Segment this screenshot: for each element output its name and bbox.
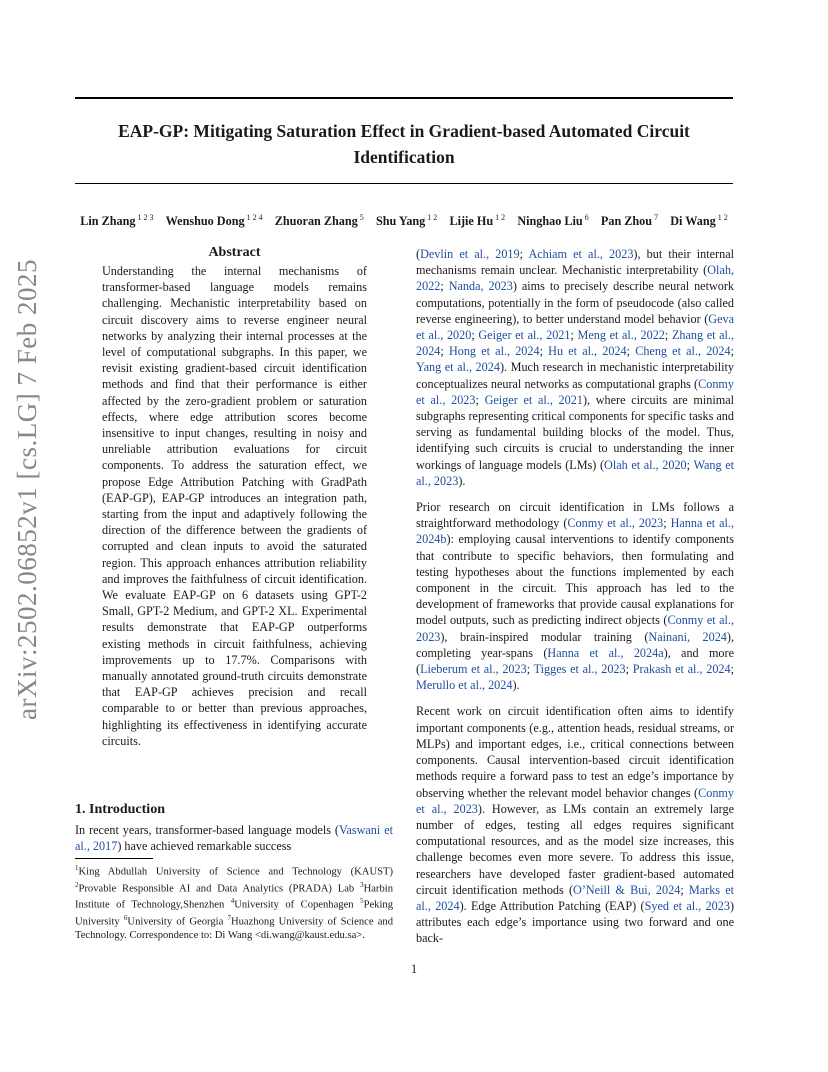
- citation-link[interactable]: O’Neill & Bui, 2024: [573, 882, 681, 897]
- author: [601, 214, 658, 228]
- affiliation-text: Peking University: [75, 900, 393, 928]
- arxiv-stamp: arXiv:2502.06852v1 [cs.LG] 7 Feb 2025: [12, 259, 42, 720]
- citation-link[interactable]: Cheng et al., 2024: [635, 344, 731, 359]
- affiliation-marker: 4: [230, 897, 235, 906]
- affiliation-text: University of Georgia: [127, 916, 228, 928]
- author-name: Di Wang: [670, 214, 716, 229]
- citation-link[interactable]: Olah et al., 2020: [604, 457, 687, 472]
- body-text: Prior research on circuit identification in LMs follows a straightforward methodology (: [416, 500, 734, 531]
- right-paragraph-1: [416, 246, 734, 489]
- citation-link[interactable]: Meng et al., 2022: [577, 328, 665, 343]
- affiliation-text: Harbin Institute of Technology,Shenzhen: [75, 883, 393, 911]
- right-paragraph-2: [416, 499, 734, 693]
- body-text: ): employing causal interventions to identify components that contribute to specific behaviors, then formulating and testing hypotheses about the functions implemented by each component in the circuit. This approach has led to the development of frameworks that provide causal explanations for model outputs, such as predicting indirect objects (: [416, 532, 734, 628]
- citation-link[interactable]: Syed et al., 2023: [644, 898, 730, 913]
- body-text: ;: [570, 328, 578, 343]
- author-affiliation: 7: [652, 213, 659, 222]
- citation-link[interactable]: Geva et al., 2020: [416, 311, 734, 343]
- citation-link[interactable]: Hanna et al., 2024a: [547, 645, 664, 660]
- paper-title: EAP-GP: Mitigating Saturation Effect in Gradient-based Automated Circuit Identification: [118, 121, 690, 167]
- author: [449, 214, 505, 228]
- body-text: ), and more (: [416, 645, 734, 677]
- author: [80, 214, 153, 228]
- author: [376, 214, 437, 228]
- author-affiliation: 1 2: [715, 213, 728, 222]
- intro-text-end: ) have achieved remarkable success: [117, 839, 292, 854]
- citation-link[interactable]: Tigges et al., 2023: [533, 662, 626, 677]
- introduction-heading: 1. Introduction: [75, 802, 165, 817]
- affiliation-marker: 3: [360, 880, 364, 889]
- citation-link[interactable]: Zhang et al., 2024: [416, 328, 735, 359]
- author-name: Zhuoran Zhang: [274, 214, 358, 229]
- citation-link[interactable]: Conmy et al., 2023: [416, 376, 734, 407]
- body-text: ;: [440, 344, 449, 359]
- citation-link[interactable]: Devlin et al., 2019: [420, 247, 520, 261]
- author-name: Lijie Hu: [449, 214, 494, 229]
- affiliation-marker: 5: [360, 897, 364, 906]
- citation-link[interactable]: Hong et al., 2024: [448, 344, 540, 359]
- author-name: Wenshuo Dong: [165, 214, 245, 229]
- body-text: ;: [471, 328, 479, 343]
- author-list: [75, 209, 733, 230]
- citation-link[interactable]: Merullo et al., 2024: [416, 678, 513, 693]
- author-affiliation: 6: [582, 213, 589, 222]
- body-text: Recent work on circuit identification often aims to identify important components (e.g., attention heads, residual streams, or MLPs) and important edges, i.e., critical connections between components. Causal intervention-based circuit identification methods require a forward pass to test an edge’s importance by observing whether the relevant model behavior changes (: [416, 704, 734, 800]
- affiliation-marker: 1: [75, 864, 79, 872]
- body-text: ;: [686, 457, 694, 472]
- author: [670, 214, 728, 228]
- affiliation-text: King Abdullah University of Science and Technology (KAUST): [78, 866, 393, 878]
- author-name: Lin Zhang: [80, 214, 136, 229]
- body-text: ;: [526, 662, 534, 677]
- affiliation-marker: 6: [123, 914, 128, 923]
- author-affiliation: 1 2: [493, 213, 506, 222]
- body-text: ;: [730, 344, 734, 359]
- body-text: ;: [680, 882, 689, 897]
- body-text: ), brain-inspired modular training (: [440, 629, 649, 644]
- author-affiliation: 1 2 3: [135, 213, 154, 222]
- body-text: ) aims to precisely describe neural network computations, potentially in the form of pseudocode (also called reverse engineering), to better understand model behavior (: [416, 279, 735, 326]
- title-bottom-rule: [75, 183, 733, 184]
- citation-link[interactable]: Prakash et al., 2024: [632, 662, 731, 677]
- author-affiliation: 1 2: [425, 213, 438, 222]
- affiliation-text: University of Copenhagen: [234, 900, 361, 911]
- citation-link[interactable]: Geiger et al., 2021: [484, 392, 583, 407]
- body-text: ;: [730, 662, 734, 677]
- citation-link[interactable]: Conmy et al., 2023: [416, 613, 735, 644]
- introduction-section: [75, 802, 393, 855]
- citation-link[interactable]: Hu et al., 2024: [548, 344, 627, 359]
- body-text: ;: [475, 392, 485, 407]
- body-text: ). Edge Attribution Patching (EAP) (: [459, 898, 645, 913]
- body-text: ;: [519, 247, 529, 261]
- author-name: Shu Yang: [375, 214, 426, 229]
- top-rule: [75, 97, 733, 99]
- author: [166, 214, 263, 228]
- page-number: 1: [410, 962, 418, 976]
- citation-link[interactable]: Yang et al., 2024: [416, 360, 500, 375]
- body-text: ;: [664, 328, 672, 343]
- body-text: ), but their internal mechanisms remain unclear. Mechanistic interpretability (: [416, 247, 734, 278]
- citation-link[interactable]: Olah, 2022: [416, 263, 734, 294]
- body-text: ;: [663, 516, 671, 531]
- body-text: ;: [440, 279, 449, 294]
- author-name: Ninghao Liu: [517, 214, 583, 229]
- citation-link[interactable]: Wang et al., 2023: [416, 457, 734, 488]
- body-text: ), where circuits are minimal subgraphs representing critical components for specific tasks and serving as fundamental building blocks of the model. Thus, identifying such circuits is crucial to understanding the inner workings of language models (LMs) (: [416, 392, 735, 472]
- abstract-body: [102, 263, 367, 749]
- body-text: ).: [458, 473, 466, 488]
- body-text: ;: [625, 662, 633, 677]
- affiliation-text: Provable Responsible AI and Data Analytics (PRADA) Lab: [78, 883, 361, 895]
- citation-link[interactable]: Nainani, 2024: [648, 629, 727, 644]
- author-affiliation: 5: [357, 213, 364, 222]
- footnote-rule: [75, 858, 153, 859]
- body-text: ).: [512, 678, 520, 693]
- citation-link[interactable]: Hanna et al., 2024b: [416, 516, 734, 547]
- citation-link[interactable]: Conmy et al., 2023: [567, 516, 664, 531]
- affiliations-footnote: [75, 862, 393, 942]
- body-text: ). Much research in mechanistic interpretability conceptualizes neural networks as computational graphs (: [416, 360, 734, 391]
- body-text: ;: [539, 344, 549, 359]
- right-paragraph-3: [416, 703, 734, 946]
- author: [275, 214, 364, 228]
- body-text: (: [416, 247, 421, 261]
- author: [517, 214, 588, 228]
- affiliation-text: Huazhong University of Science and Technology. Correspondence to: Di Wang <di.wang@kaust.edu.sa>.: [75, 916, 394, 941]
- citation-link[interactable]: Marks et al., 2024: [416, 882, 735, 913]
- body-text: ) attributes each edge’s importance using two forward and one back-: [416, 898, 735, 946]
- citation-link[interactable]: Lieberum et al., 2023: [420, 662, 527, 677]
- citation-link[interactable]: Conmy et al., 2023: [416, 785, 734, 816]
- abstract-heading: Abstract: [208, 245, 261, 260]
- author-name: Pan Zhou: [600, 214, 653, 229]
- body-text: ). However, as LMs contain an extremely large number of edges, testing all edges requires significant computational resources, and as the model size increases, this challenge becomes even more severe. To address this issue, researchers have developed faster gradient-based automated circuit identification methods (: [416, 801, 735, 897]
- intro-text-start: In recent years, transformer-based language models (: [75, 823, 339, 838]
- abstract-text: Understanding the internal mechanisms of transformer-based language models remains challenging. Mechanistic interpretability based on circuit discovery aims to reverse engineer neural networks by analyzing their internal processes at the level of computational subgraphs. In this paper, we revisit existing gradient-based circuit identification methods and find that their performance is either affected by the zero-gradient problem or saturation effects, where edge attribution scores become insensitive to input changes, resulting in noisy and unreliable attribution evaluations for circuit components. To address the saturation effect, we propose Edge Attribution Patching with GradPath (EAP-GP), EAP-GP introduces an integration path, starting from the input and adaptively following the direction of the difference between the gradients of corrupted and clean inputs to avoid the saturated region. This approach enhances attribution reliability and improves the faithfulness of circuit identification. We evaluate EAP-GP on 6 datasets using GPT-2 Small, GPT-2 Medium, and GPT-2 XL. Experimental results demonstrate that EAP-GP outperforms existing methods in circuit faithfulness, achieving improvements up to 17.7%. Comparisons with manually annotated ground-truth circuits demonstrate that EAP-GP achieves precision and recall comparable to or better than previous approaches, highlighting its effectiveness in identifying accurate circuits.: [102, 264, 367, 748]
- affiliation-marker: 2: [75, 880, 79, 889]
- citation-link[interactable]: Achiam et al., 2023: [528, 247, 634, 261]
- introduction-paragraph: [75, 822, 393, 854]
- citation-link[interactable]: Nanda, 2023: [448, 279, 513, 294]
- citation-link[interactable]: Geiger et al., 2021: [478, 328, 571, 343]
- body-text: ;: [626, 344, 636, 359]
- author-affiliation: 1 2 4: [244, 213, 263, 222]
- right-column: [416, 246, 734, 957]
- citation-link[interactable]: Vaswani et al., 2017: [75, 823, 393, 854]
- affiliation-marker: 7: [227, 914, 231, 923]
- body-text: ), completing year-spans (: [416, 629, 734, 660]
